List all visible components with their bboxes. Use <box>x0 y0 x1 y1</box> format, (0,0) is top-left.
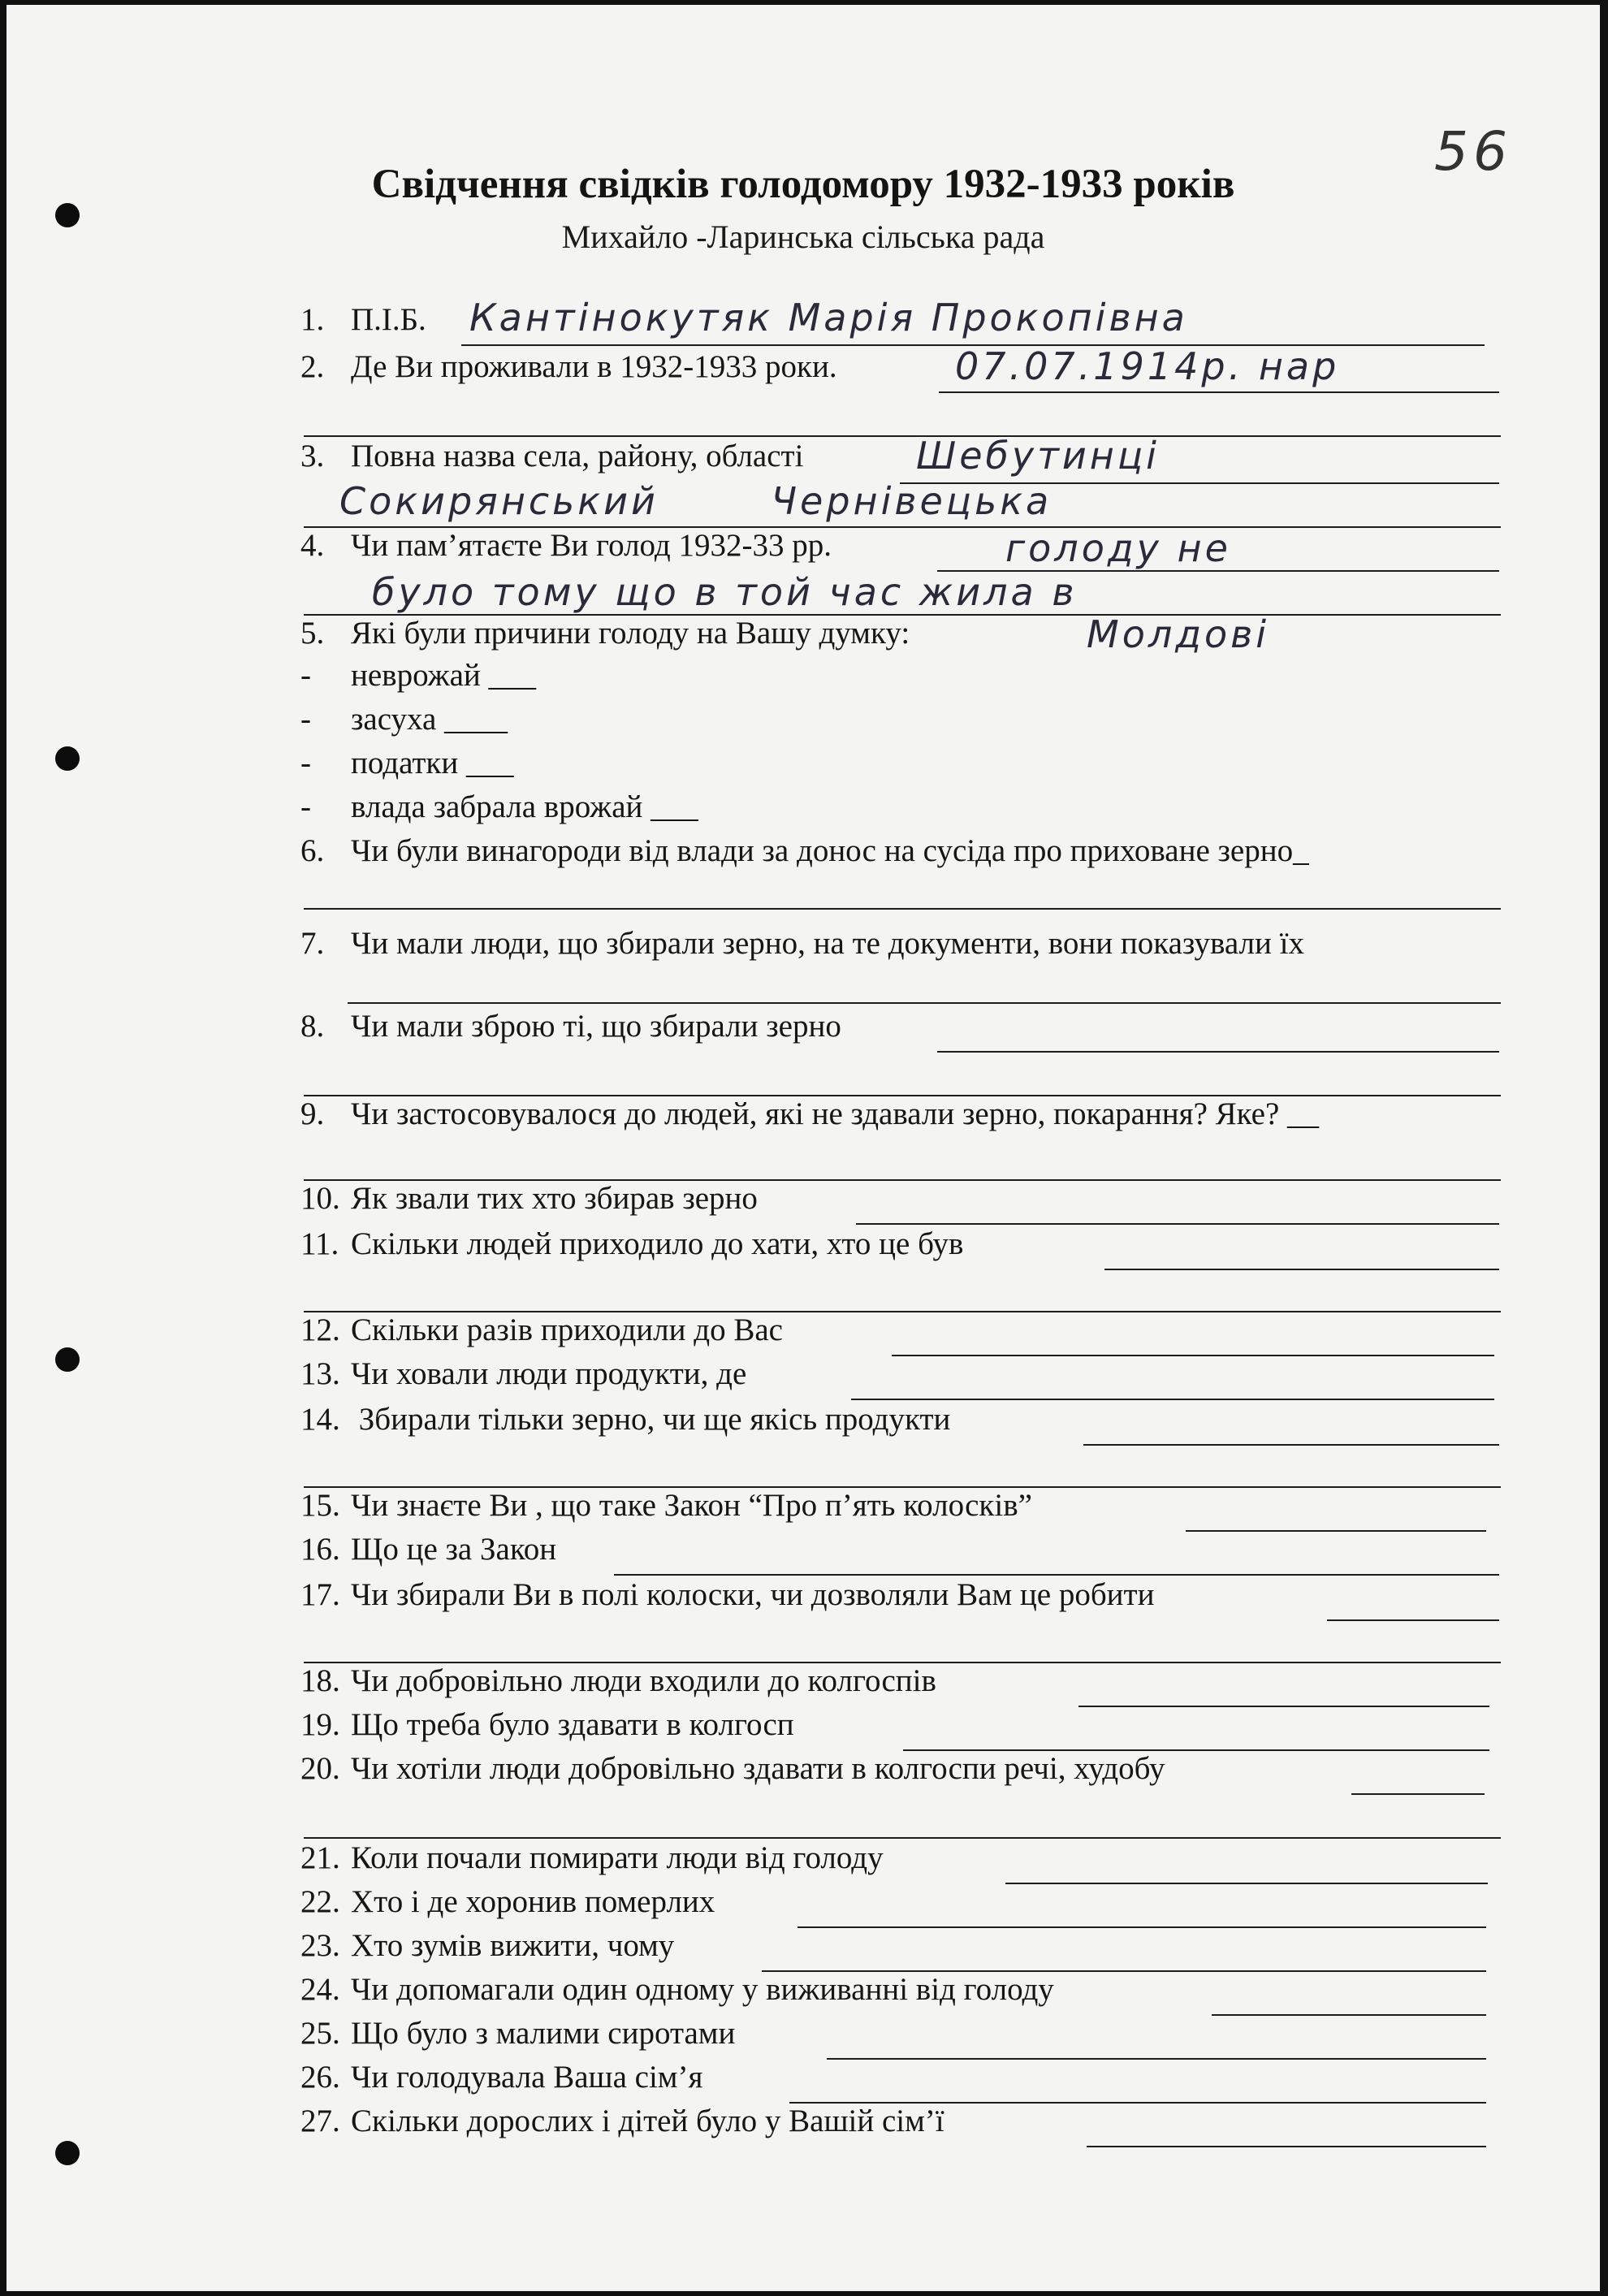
question-15: 15. Чи знаєте Ви , що таке Закон “Про п’ять колосків” <box>300 1488 1032 1523</box>
question-9: 9. Чи застосовувалося до людей, які не здавали зерно, покарання? Яке? __ <box>300 1096 1320 1131</box>
answer-line-2b <box>304 435 1501 437</box>
question-8: 8. Чи мали зброю ті, що збирали зерно <box>300 1009 841 1044</box>
handwritten-memory-1: голоду не <box>1005 526 1231 570</box>
question-4: 4. Чи пам’ятаєте Ви голод 1932-33 рр. <box>300 528 832 563</box>
handwritten-page-number: 56 <box>1434 120 1512 183</box>
question-21: 21. Коли почали помирати люди від голоду <box>300 1840 884 1875</box>
answer-line-18 <box>1078 1706 1489 1707</box>
question-27: 27. Скільки дорослих і дітей було у Вашій сім’ї <box>300 2104 944 2138</box>
answer-line-17 <box>1327 1619 1499 1621</box>
handwritten-village: Шебутинці <box>916 434 1160 478</box>
handwritten-birth: 07.07.1914р. нар <box>955 344 1340 388</box>
question-18: 18. Чи добровільно люди входили до колгоспів <box>300 1663 936 1698</box>
document-subtitle: Михайло -Ларинська сільська рада <box>561 218 1045 255</box>
question-26: 26. Чи голодувала Ваша сім’я <box>300 2060 703 2095</box>
answer-line-24 <box>1212 2014 1486 2016</box>
question-6: 6. Чи були винагороди від влади за донос на сусіда про приховане зерно_ <box>300 833 1309 868</box>
question-13: 13. Чи ховали люди продукти, де <box>300 1356 747 1391</box>
cause-item: - влада забрала врожай ___ <box>300 789 698 824</box>
question-17: 17. Чи збирали Ви в полі колоски, чи дозволяли Вам це робити <box>300 1577 1155 1612</box>
answer-line-11 <box>1104 1269 1499 1270</box>
answer-line-20 <box>1351 1793 1485 1795</box>
answer-line-2 <box>939 391 1499 393</box>
document-page <box>6 5 1600 2291</box>
question-2: 2. Де Ви проживали в 1932-1933 роки. <box>300 349 837 384</box>
answer-line-22 <box>798 1926 1486 1928</box>
answer-line-14 <box>1083 1444 1499 1446</box>
answer-line-10 <box>856 1223 1499 1225</box>
question-19: 19. Що треба було здавати в колгосп <box>300 1707 794 1742</box>
handwritten-district: Сокирянський Чернівецька <box>339 479 1053 523</box>
handwritten-name: Кантінокутяк Марія Прокопівна <box>469 296 1188 339</box>
answer-line-7 <box>348 1002 1501 1004</box>
question-14: 14. Збирали тільки зерно, чи ще якісь продукти <box>300 1402 951 1437</box>
question-3: 3. Повна назва села, району, області <box>300 439 804 473</box>
question-7: 7. Чи мали люди, що збирали зерно, на те документи, вони показували їх <box>300 926 1304 961</box>
punch-hole <box>55 746 80 771</box>
question-20: 20. Чи хотіли люди добровільно здавати в колгоспи речі, худобу <box>300 1751 1165 1786</box>
answer-line-8 <box>937 1051 1499 1053</box>
handwritten-memory-3: Молдові <box>1087 612 1270 656</box>
cause-item: - податки ___ <box>300 746 514 780</box>
handwritten-memory-2: було тому що в той час жила в <box>372 570 1078 614</box>
question-25: 25. Що було з малими сиротами <box>300 2016 736 2051</box>
question-24: 24. Чи допомагали один одному у виживанні від голоду <box>300 1972 1054 2007</box>
question-16: 16. Що це за Закон <box>300 1532 557 1567</box>
question-23: 23. Хто зумів вижити, чому <box>300 1928 675 1963</box>
cause-item: - засуха ____ <box>300 702 508 737</box>
punch-hole <box>55 2141 80 2165</box>
answer-line-21 <box>1005 1883 1488 1884</box>
answer-line-13 <box>851 1399 1494 1400</box>
answer-line-6 <box>304 908 1501 910</box>
answer-line-20b <box>304 1837 1501 1839</box>
question-5: 5. Які були причини голоду на Вашу думку: <box>300 616 910 651</box>
answer-line-12 <box>892 1355 1494 1356</box>
answer-line-25 <box>827 2058 1486 2060</box>
question-10: 10. Як звали тих хто збирав зерно <box>300 1181 758 1216</box>
answer-line-16 <box>614 1574 1499 1576</box>
document-title: Свідчення свідків голодомору 1932-1933 років <box>371 162 1235 207</box>
question-12: 12. Скільки разів приходили до Вас <box>300 1312 783 1347</box>
answer-line-27 <box>1087 2146 1486 2147</box>
punch-hole <box>55 1347 80 1372</box>
cause-item: - неврожай ___ <box>300 658 537 693</box>
question-22: 22. Хто і де хоронив померлих <box>300 1884 715 1919</box>
question-1: 1. П.І.Б. <box>300 302 426 337</box>
question-11: 11. Скільки людей приходило до хати, хто це був <box>300 1226 964 1261</box>
answer-line-15 <box>1186 1530 1486 1532</box>
